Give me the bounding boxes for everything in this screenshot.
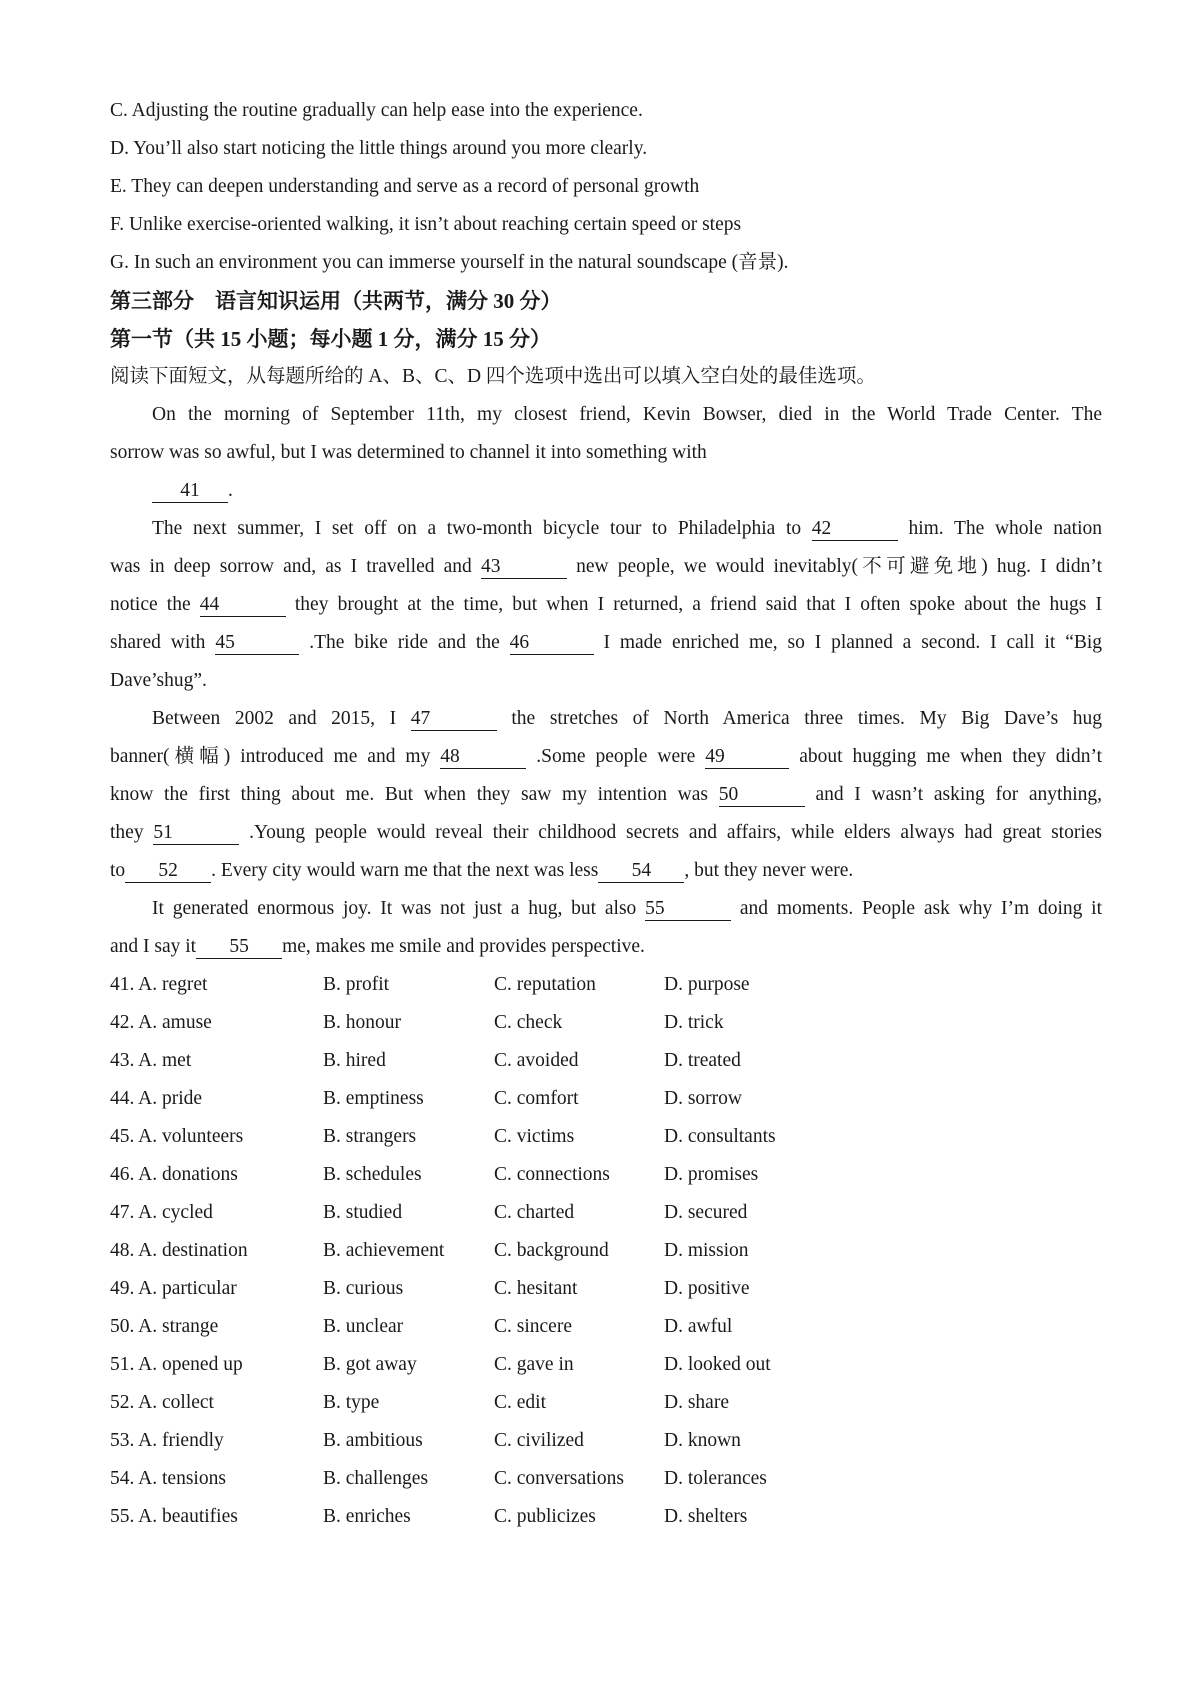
- question-row: [110, 1194, 1102, 1232]
- option-a: 45. A. volunteers: [110, 1126, 244, 1147]
- passage-line: 41 .: [110, 472, 1102, 510]
- blank-43: 43: [481, 556, 567, 579]
- option-d: D. sorrow: [664, 1088, 742, 1109]
- option-b: B. curious: [323, 1278, 404, 1299]
- question-row: [110, 1422, 1102, 1460]
- part-title: 第三部分 语言知识运用（共两节，满分 30 分）: [110, 289, 562, 313]
- passage-line: shared with 45 .The bike ride and the 46 I made enriched me, so I planned a second. I call it “Big: [110, 632, 1102, 653]
- option-c: C. gave in: [494, 1354, 574, 1375]
- question-row: [110, 1042, 1102, 1080]
- option-c: C. comfort: [494, 1088, 579, 1109]
- blank-47: 47: [411, 708, 497, 731]
- option-a: 52. A. collect: [110, 1392, 214, 1413]
- option-c: C. publicizes: [494, 1506, 596, 1527]
- passage-line: Between 2002 and 2015, I 47 the stretches of North America three times. My Big Dave’s hug: [152, 708, 1102, 729]
- blank-44: 44: [200, 594, 286, 617]
- passage-line: It generated enormous joy. It was not just a hug, but also 55 and moments. People ask why I’m doing it: [152, 898, 1102, 919]
- blank-48: 48: [440, 746, 526, 769]
- option-b: B. studied: [323, 1202, 403, 1223]
- option-b: B. hired: [323, 1050, 386, 1071]
- option-b: B. schedules: [323, 1164, 422, 1185]
- option-b: B. unclear: [323, 1316, 404, 1337]
- option-b: B. ambitious: [323, 1430, 423, 1451]
- option-g-line: G. In such an environment you can immerse yourself in the natural soundscape (音景).: [110, 252, 789, 273]
- blank-42: 42: [812, 518, 898, 541]
- option-a: 51. A. opened up: [110, 1354, 243, 1375]
- option-c: C. conversations: [494, 1468, 624, 1489]
- option-c: C. reputation: [494, 974, 596, 995]
- option-d: D. share: [664, 1392, 729, 1413]
- option-d: D. trick: [664, 1012, 724, 1033]
- option-e-line: E. They can deepen understanding and serve as a record of personal growth: [110, 176, 700, 197]
- passage-line: banner(横幅) introduced me and my 48 .Some people were 49 about hugging me when they didn’t: [110, 746, 1102, 767]
- question-row: [110, 1156, 1102, 1194]
- option-a: 46. A. donations: [110, 1164, 238, 1185]
- option-d: D. mission: [664, 1240, 749, 1261]
- blank-46: 46: [510, 632, 594, 655]
- question-row: [110, 1080, 1102, 1118]
- option-d-line: D. You’ll also start noticing the little things around you more clearly.: [110, 138, 648, 159]
- question-row: [110, 1498, 1102, 1536]
- passage-line: Dave’shug”.: [110, 670, 207, 691]
- instruction: 阅读下面短文，从每题所给的 A、B、C、D 四个选项中选出可以填入空白处的最佳选项。: [110, 366, 876, 387]
- option-c: C. sincere: [494, 1316, 572, 1337]
- question-row: [110, 1460, 1102, 1498]
- option-c-line: C. Adjusting the routine gradually can help ease into the experience.: [110, 100, 643, 121]
- option-b: B. challenges: [323, 1468, 429, 1489]
- option-a: 54. A. tensions: [110, 1468, 226, 1489]
- option-c: C. edit: [494, 1392, 546, 1413]
- option-a: 49. A. particular: [110, 1278, 237, 1299]
- option-b: B. strangers: [323, 1126, 417, 1147]
- option-a: 53. A. friendly: [110, 1430, 224, 1451]
- option-c: C. civilized: [494, 1430, 584, 1451]
- blank-55b: 55: [196, 936, 282, 959]
- option-c: C. hesitant: [494, 1278, 578, 1299]
- passage-line: sorrow was so awful, but I was determined to channel it into something with: [110, 442, 707, 463]
- question-row: [110, 1270, 1102, 1308]
- blank-52: 52: [125, 860, 211, 883]
- question-row: [110, 1346, 1102, 1384]
- option-b: B. profit: [323, 974, 390, 995]
- blank-41: 41: [152, 480, 228, 503]
- option-b: B. got away: [323, 1354, 417, 1375]
- option-d: D. awful: [664, 1316, 733, 1337]
- question-row: [110, 1232, 1102, 1270]
- option-b: B. achievement: [323, 1240, 445, 1261]
- option-a: 41. A. regret: [110, 974, 208, 995]
- option-d: D. secured: [664, 1202, 748, 1223]
- option-f-line: F. Unlike exercise-oriented walking, it isn’t about reaching certain speed or steps: [110, 214, 742, 235]
- option-a: 50. A. strange: [110, 1316, 219, 1337]
- question-row: [110, 966, 1102, 1004]
- option-d: D. known: [664, 1430, 741, 1451]
- option-b: B. honour: [323, 1012, 401, 1033]
- passage-line: The next summer, I set off on a two-month bicycle tour to Philadelphia to 42 him. The whole nation: [152, 518, 1102, 539]
- option-a: 48. A. destination: [110, 1240, 248, 1261]
- option-c: C. avoided: [494, 1050, 579, 1071]
- option-c: C. charted: [494, 1202, 575, 1223]
- option-d: D. promises: [664, 1164, 759, 1185]
- question-options: [110, 966, 1102, 1536]
- question-row: [110, 1118, 1102, 1156]
- blank-50: 50: [719, 784, 805, 807]
- exam-page: [110, 92, 1102, 1536]
- option-d: D. shelters: [664, 1506, 748, 1527]
- blank-49: 49: [705, 746, 789, 769]
- option-b: B. type: [323, 1392, 380, 1413]
- option-d: D. tolerances: [664, 1468, 767, 1489]
- passage-line: was in deep sorrow and, as I travelled and 43 new people, we would inevitably(不可避免地) hug. I didn’t: [110, 556, 1102, 577]
- passage-line: On the morning of September 11th, my closest friend, Kevin Bowser, died in the World Trade Center. The: [152, 404, 1102, 425]
- question-row: [110, 1004, 1102, 1042]
- option-d: D. looked out: [664, 1354, 771, 1375]
- question-row: [110, 1384, 1102, 1422]
- option-a: 55. A. beautifies: [110, 1506, 238, 1527]
- option-c: C. background: [494, 1240, 609, 1261]
- blank-51: 51: [153, 822, 239, 845]
- question-row: [110, 1308, 1102, 1346]
- passage-line: they 51 .Young people would reveal their childhood secrets and affairs, while elders always had great stories: [110, 822, 1102, 843]
- option-c: C. victims: [494, 1126, 575, 1147]
- passage-line: to 52 . Every city would warn me that the next was less 54 , but they never were.: [110, 860, 854, 881]
- passage-line: know the first thing about me. But when they saw my intention was 50 and I wasn’t asking for anything,: [110, 784, 1102, 805]
- option-b: B. enriches: [323, 1506, 411, 1527]
- option-d: D. treated: [664, 1050, 741, 1071]
- blank-54: 54: [598, 860, 684, 883]
- option-a: 43. A. met: [110, 1050, 192, 1071]
- blank-55a: 55: [645, 898, 731, 921]
- passage-line: notice the 44 they brought at the time, but when I returned, a friend said that I often spoke about the hugs I: [110, 594, 1102, 615]
- option-d: D. consultants: [664, 1126, 776, 1147]
- option-a: 42. A. amuse: [110, 1012, 212, 1033]
- section-title: 第一节（共 15 小题；每小题 1 分，满分 15 分）: [110, 327, 551, 351]
- option-c: C. connections: [494, 1164, 610, 1185]
- option-d: D. purpose: [664, 974, 750, 995]
- option-d: D. positive: [664, 1278, 750, 1299]
- blank-45: 45: [215, 632, 299, 655]
- passage-line: and I say it 55 me, makes me smile and provides perspective.: [110, 936, 645, 957]
- option-c: C. check: [494, 1012, 563, 1033]
- option-a: 44. A. pride: [110, 1088, 203, 1109]
- option-b: B. emptiness: [323, 1088, 424, 1109]
- option-a: 47. A. cycled: [110, 1202, 213, 1223]
